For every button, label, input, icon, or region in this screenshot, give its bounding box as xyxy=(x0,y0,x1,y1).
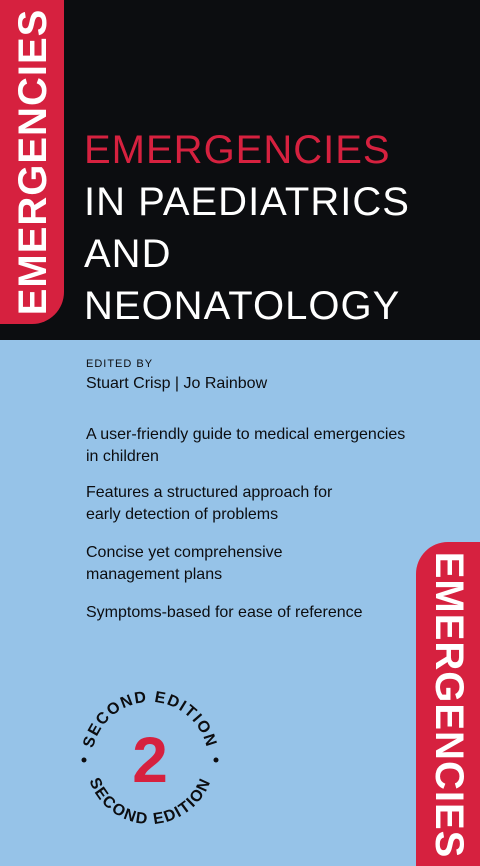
seal-dot-right xyxy=(214,758,219,763)
feature-line: Concise yet comprehensive xyxy=(86,544,283,561)
editors-names: Stuart Crisp | Jo Rainbow xyxy=(86,375,268,392)
feature-item xyxy=(86,602,446,624)
feature-line: early detection of problems xyxy=(86,506,279,523)
edited-by-label: EDITED BY xyxy=(86,358,154,370)
feature-line: Symptoms-based for ease of reference xyxy=(86,604,363,621)
edition-ring-top: SECOND EDITION xyxy=(80,688,220,750)
book-title xyxy=(84,124,410,332)
title-line-1: EMERGENCIES xyxy=(84,128,391,172)
feature-line: Features a structured approach for xyxy=(86,484,333,501)
edition-ring-bottom: SECOND EDITION xyxy=(85,775,215,829)
feature-line: management plans xyxy=(86,566,223,583)
edition-number: 2 xyxy=(132,724,168,796)
edition-seal xyxy=(70,680,230,840)
feature-line: A user-friendly guide to medical emergencies xyxy=(86,426,406,443)
series-tab-bottom-label: EMERGENCIES xyxy=(427,551,471,859)
series-tab-top-label: EMERGENCIES xyxy=(11,8,55,316)
seal-dot-left xyxy=(82,758,87,763)
feature-item xyxy=(86,482,446,526)
title-line-4: NEONATOLOGY xyxy=(84,284,401,328)
title-line-2: IN PAEDIATRICS xyxy=(84,180,410,224)
feature-line: in children xyxy=(86,448,159,465)
title-line-3: AND xyxy=(84,232,172,276)
feature-item xyxy=(86,424,446,468)
feature-item xyxy=(86,542,446,586)
